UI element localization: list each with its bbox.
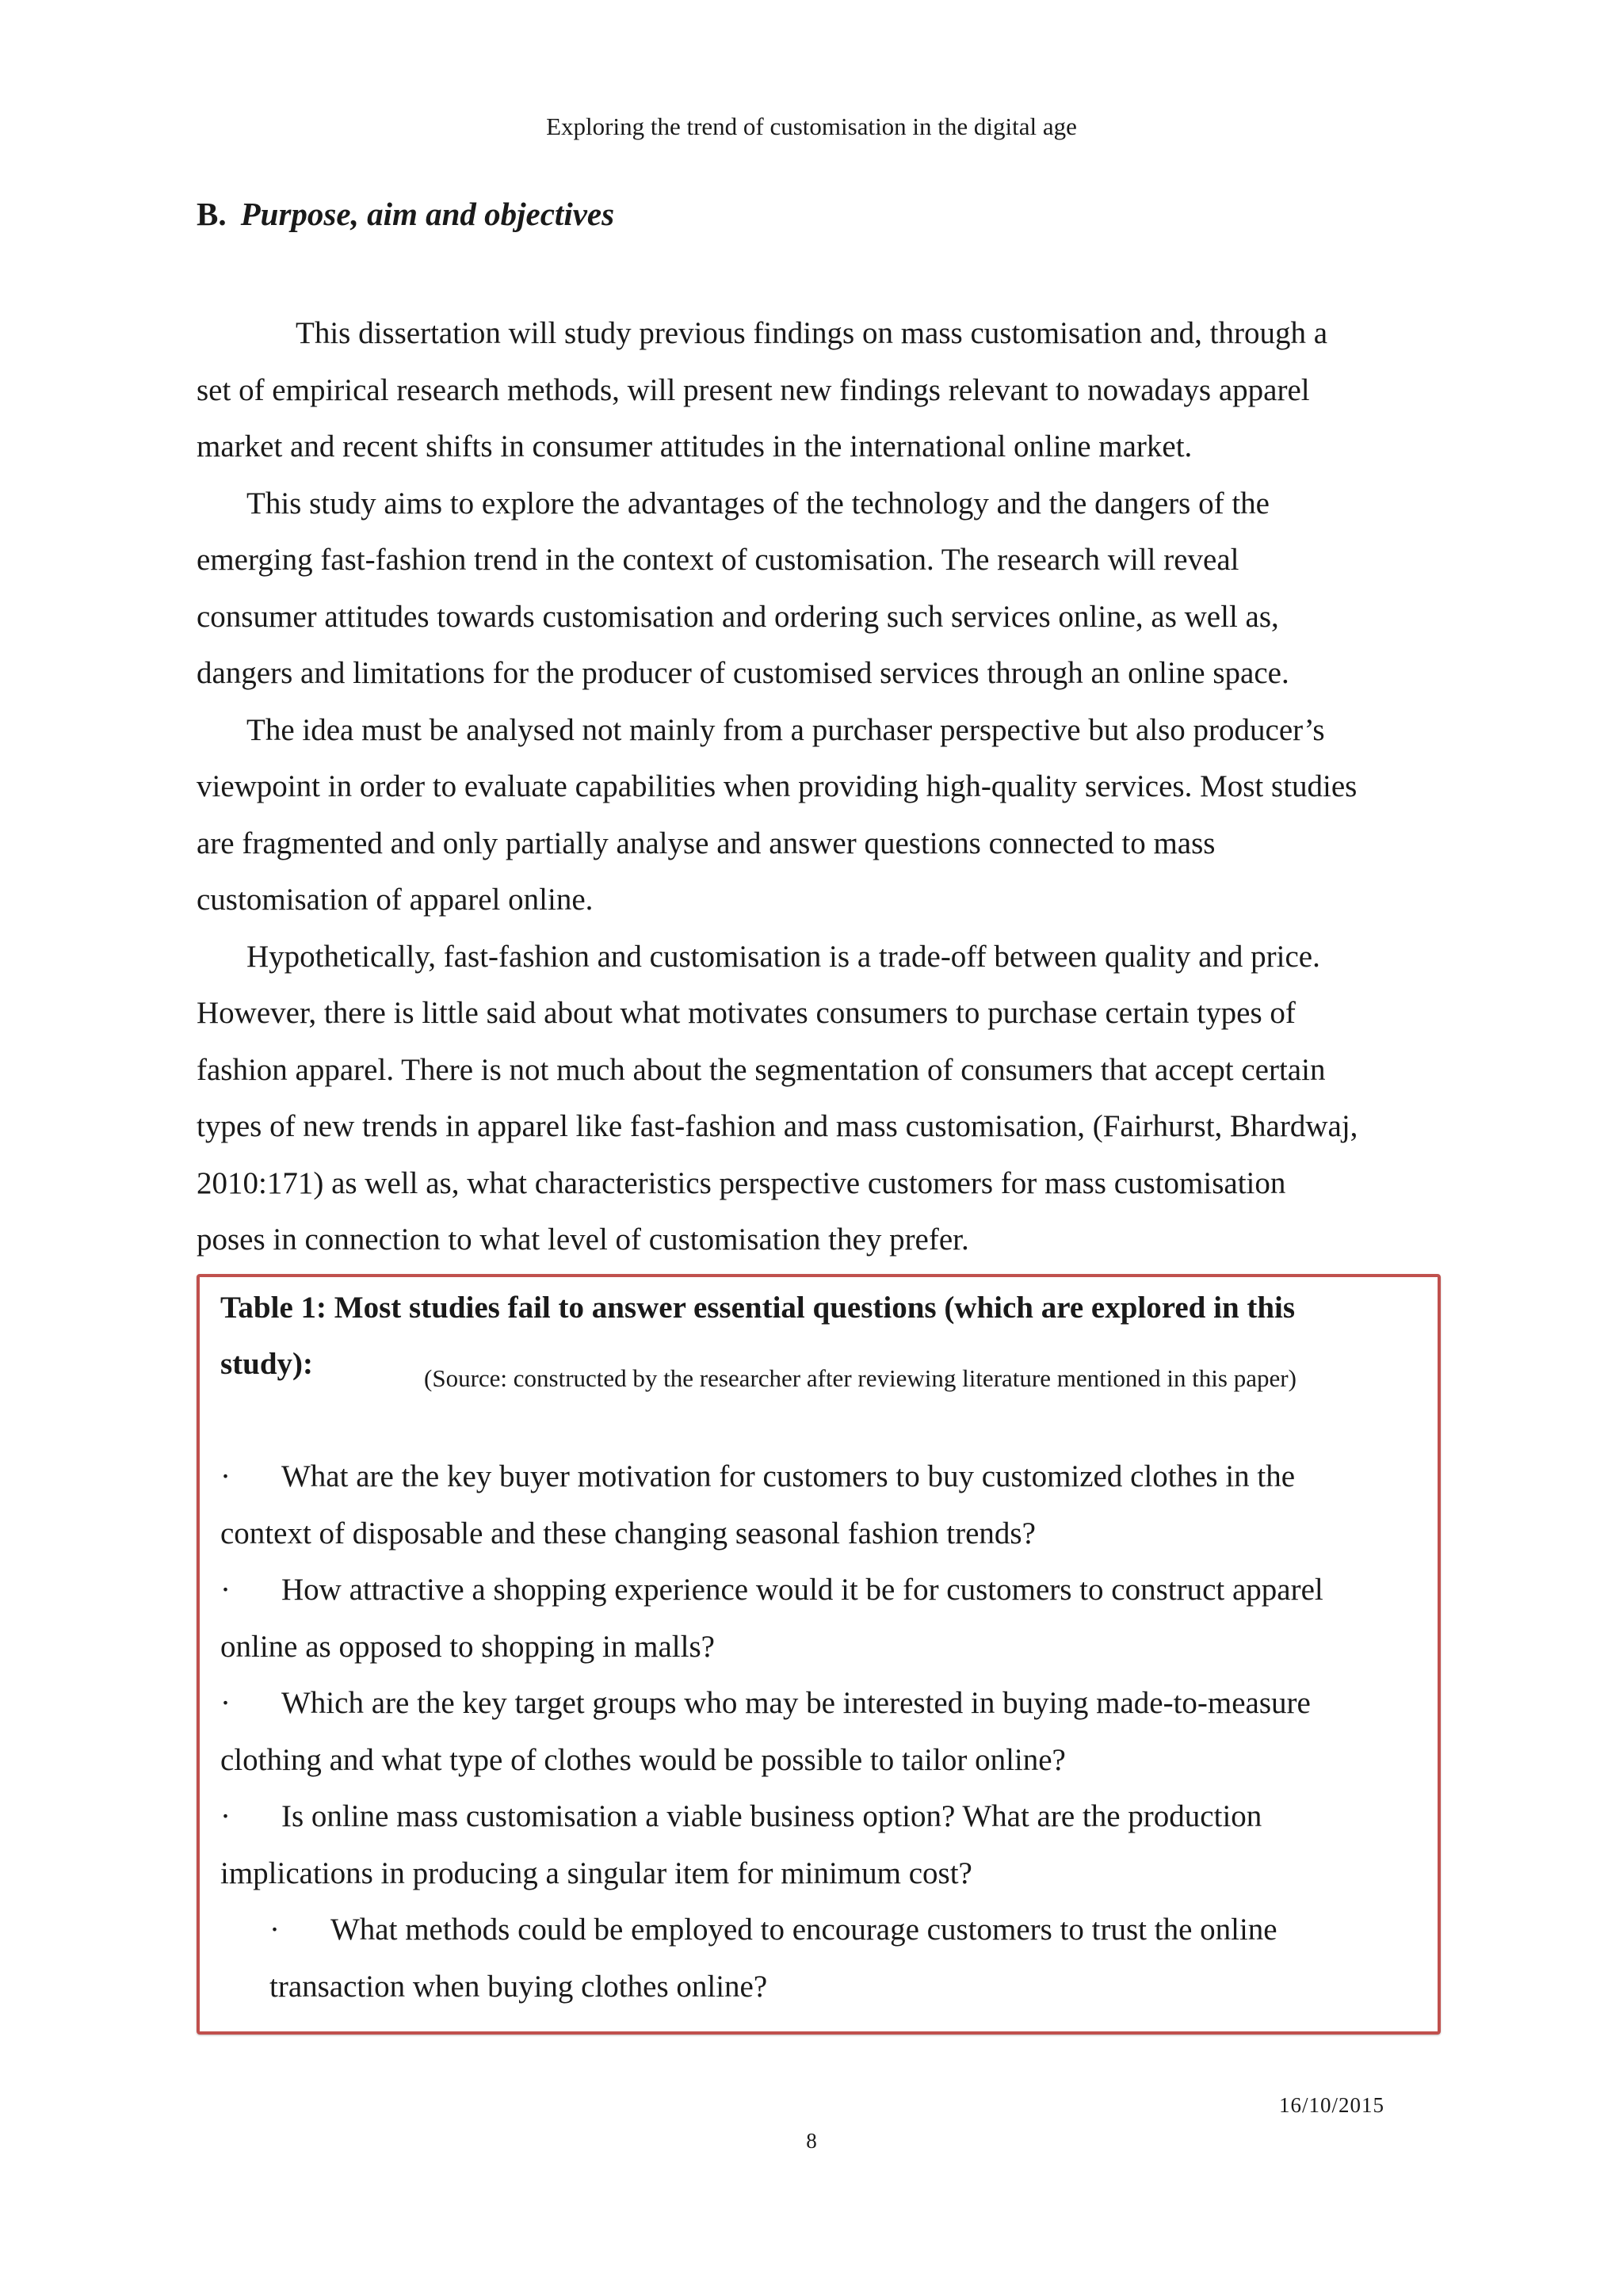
paragraph-line: are fragmented and only partially analyse and answer questions connected to mass [197, 826, 1216, 860]
list-item-continuation: implications in producing a singular item for minimum cost? [220, 1855, 972, 1890]
running-header: Exploring the trend of customisation in the digital age [546, 113, 1077, 140]
list-item-continuation: online as opposed to shopping in malls? [220, 1629, 715, 1664]
body-text [197, 305, 1441, 1268]
paragraph-line: set of empirical research methods, will present new findings relevant to nowadays apparel [197, 372, 1310, 407]
section-title: Purpose, aim and objectives [240, 196, 615, 232]
question-text: What methods could be employed to encourage customers to trust the online [330, 1913, 1277, 1947]
table-title-line: Table 1: Most studies fail to answer essential questions (which are explored in this [220, 1291, 1296, 1325]
paragraph-line: emerging fast-fashion trend in the context of customisation. The research will reveal [197, 543, 1239, 577]
question-text: How attractive a shopping experience would it be for customers to construct apparel [281, 1573, 1323, 1607]
list-item-continuation: transaction when buying clothes online? [269, 1969, 768, 2004]
paragraph-line: poses in connection to what level of customisation they prefer. [197, 1222, 969, 1257]
bullet-icon: · [220, 1799, 231, 1833]
list-item [220, 1562, 1425, 1619]
question-list [220, 1448, 1425, 2015]
paragraph-line: 2010:171) as well as, what characteristics perspective customers for mass customisation [197, 1165, 1286, 1200]
paragraph-line: The idea must be analysed not mainly from a purchaser perspective but also producer’s [246, 712, 1325, 747]
question-text: What are the key buyer motivation for customers to buy customized clothes in the [281, 1459, 1296, 1493]
page-number: 8 [806, 2129, 817, 2153]
question-text: Which are the key target groups who may be interested in buying made-to-measure [281, 1686, 1311, 1720]
paragraph-line: However, there is little said about what motivates consumers to purchase certain types of [197, 996, 1296, 1030]
bullet-icon: · [269, 1913, 280, 1947]
bullet-icon: · [220, 1459, 231, 1493]
list-item [220, 1675, 1425, 1732]
paragraph-line: market and recent shifts in consumer attitudes in the international online market. [197, 429, 1193, 463]
paragraph-line: viewpoint in order to evaluate capabilities when providing high-quality services. Most studies [197, 769, 1358, 803]
bullet-icon: · [220, 1573, 231, 1607]
bullet-icon: · [220, 1686, 231, 1720]
paragraph-line: customisation of apparel online. [197, 883, 594, 917]
list-item-continuation: clothing and what type of clothes would be possible to tailor online? [220, 1742, 1066, 1777]
paragraph-line: This dissertation will study previous findings on mass customisation and, through a [296, 316, 1328, 350]
paragraph-line: Hypothetically, fast-fashion and customisation is a trade-off between quality and price. [246, 939, 1320, 974]
paragraph-line: types of new trends in apparel like fast-fashion and mass customisation, (Fairhurst, Bhardwaj, [197, 1109, 1358, 1143]
table-title-line: study): [220, 1347, 314, 1381]
list-item [220, 1788, 1425, 1845]
list-item-continuation: context of disposable and these changing seasonal fashion trends? [220, 1516, 1036, 1550]
footer-date: 16/10/2015 [1279, 2093, 1385, 2117]
paragraph-line: This study aims to explore the advantages of the technology and the dangers of the [246, 486, 1270, 521]
table-source-note: (Source: constructed by the researcher after reviewing literature mentioned in this paper) [424, 1364, 1296, 1392]
section-letter: B. [197, 196, 227, 232]
section-heading [197, 193, 614, 235]
paragraph-line: fashion apparel. There is not much about the segmentation of consumers that accept certain [197, 1052, 1326, 1087]
paragraph-line: consumer attitudes towards customisation and ordering such services online, as well as, [197, 599, 1279, 634]
list-item [220, 1448, 1425, 1505]
paragraph-line: dangers and limitations for the producer of customised services through an online space. [197, 656, 1289, 690]
list-item [220, 1901, 1425, 1958]
question-text: Is online mass customisation a viable business option? What are the production [281, 1799, 1262, 1833]
